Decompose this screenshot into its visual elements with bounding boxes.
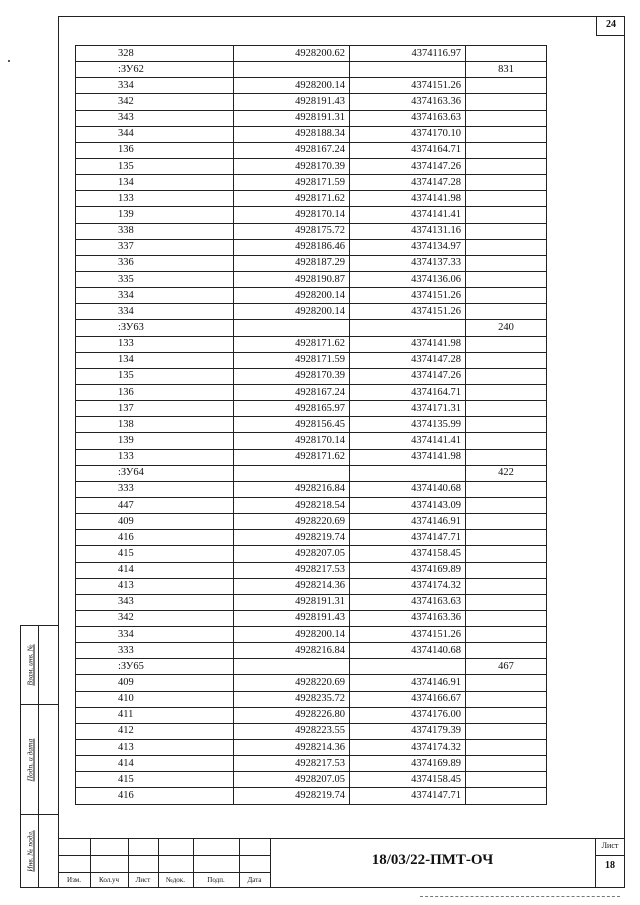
y-coordinate-cell: 4374116.97 xyxy=(350,46,466,62)
y-coordinate-cell: 4374174.32 xyxy=(350,578,466,594)
point-cell: 334 xyxy=(76,78,234,94)
table-row xyxy=(76,627,547,643)
area-cell xyxy=(466,352,547,368)
table-row xyxy=(76,401,547,417)
table-row xyxy=(76,142,547,158)
point-cell: 135 xyxy=(76,368,234,384)
point-cell: 414 xyxy=(76,756,234,772)
x-coordinate-cell: 4928217.53 xyxy=(234,562,350,578)
table-row xyxy=(76,288,547,304)
area-cell xyxy=(466,675,547,691)
x-coordinate-cell: 4928191.43 xyxy=(234,94,350,110)
x-coordinate-cell: 4928167.24 xyxy=(234,142,350,158)
y-coordinate-cell: 4374174.32 xyxy=(350,740,466,756)
point-cell: :ЗУ64 xyxy=(76,465,234,481)
x-coordinate-cell: 4928171.59 xyxy=(234,352,350,368)
x-coordinate-cell: 4928216.84 xyxy=(234,481,350,497)
y-coordinate-cell: 4374169.89 xyxy=(350,756,466,772)
page-number: 24 xyxy=(596,16,625,36)
point-cell: 136 xyxy=(76,142,234,158)
area-cell: 240 xyxy=(466,320,547,336)
y-coordinate-cell: 4374141.41 xyxy=(350,207,466,223)
table-row xyxy=(76,94,547,110)
area-cell xyxy=(466,594,547,610)
stamp-header-change: Изм. xyxy=(67,876,81,884)
table-row xyxy=(76,740,547,756)
page-edge-line xyxy=(420,896,620,897)
y-coordinate-cell: 4374151.26 xyxy=(350,78,466,94)
x-coordinate-cell: 4928220.69 xyxy=(234,675,350,691)
y-coordinate-cell: 4374163.36 xyxy=(350,610,466,626)
coordinates-table-body xyxy=(76,46,547,805)
point-cell: 336 xyxy=(76,255,234,271)
x-coordinate-cell: 4928165.97 xyxy=(234,401,350,417)
area-cell xyxy=(466,740,547,756)
area-cell xyxy=(466,756,547,772)
area-cell xyxy=(466,562,547,578)
y-coordinate-cell: 4374147.28 xyxy=(350,175,466,191)
sidebar-label-replace: Взам. инв. № xyxy=(25,644,34,686)
point-cell: :ЗУ65 xyxy=(76,659,234,675)
area-cell xyxy=(466,271,547,287)
point-cell: 415 xyxy=(76,772,234,788)
x-coordinate-cell: 4928214.36 xyxy=(234,578,350,594)
y-coordinate-cell: 4374171.31 xyxy=(350,401,466,417)
x-coordinate-cell: 4928191.31 xyxy=(234,110,350,126)
area-cell xyxy=(466,110,547,126)
y-coordinate-cell: 4374176.00 xyxy=(350,707,466,723)
point-cell: 338 xyxy=(76,223,234,239)
sidebar-cell-signature xyxy=(20,705,58,815)
y-coordinate-cell: 4374140.68 xyxy=(350,481,466,497)
y-coordinate-cell: 4374158.45 xyxy=(350,546,466,562)
x-coordinate-cell: 4928200.14 xyxy=(234,288,350,304)
y-coordinate-cell: 4374135.99 xyxy=(350,417,466,433)
area-cell xyxy=(466,207,547,223)
point-cell: 412 xyxy=(76,723,234,739)
table-row xyxy=(76,610,547,626)
y-coordinate-cell: 4374147.26 xyxy=(350,368,466,384)
x-coordinate-cell: 4928200.14 xyxy=(234,627,350,643)
table-row xyxy=(76,239,547,255)
point-cell: 334 xyxy=(76,304,234,320)
point-cell: 447 xyxy=(76,497,234,513)
area-cell xyxy=(466,191,547,207)
x-coordinate-cell: 4928217.53 xyxy=(234,756,350,772)
point-cell: 134 xyxy=(76,175,234,191)
table-row xyxy=(76,481,547,497)
table-row xyxy=(76,530,547,546)
table-row xyxy=(76,158,547,174)
table-row xyxy=(76,723,547,739)
x-coordinate-cell: 4928216.84 xyxy=(234,643,350,659)
y-coordinate-cell: 4374164.71 xyxy=(350,384,466,400)
sidebar-cell-inventory xyxy=(20,815,58,888)
y-coordinate-cell: 4374166.67 xyxy=(350,691,466,707)
point-cell: 328 xyxy=(76,46,234,62)
x-coordinate-cell: 4928223.55 xyxy=(234,723,350,739)
y-coordinate-cell xyxy=(350,62,466,78)
point-cell: 410 xyxy=(76,691,234,707)
x-coordinate-cell: 4928219.74 xyxy=(234,530,350,546)
y-coordinate-cell: 4374140.68 xyxy=(350,643,466,659)
area-cell xyxy=(466,94,547,110)
area-cell xyxy=(466,546,547,562)
area-cell xyxy=(466,691,547,707)
y-coordinate-cell: 4374136.06 xyxy=(350,271,466,287)
y-coordinate-cell: 4374147.26 xyxy=(350,158,466,174)
area-cell xyxy=(466,401,547,417)
sidebar-cell-replace xyxy=(20,625,58,705)
table-row xyxy=(76,223,547,239)
x-coordinate-cell: 4928190.87 xyxy=(234,271,350,287)
y-coordinate-cell: 4374141.41 xyxy=(350,433,466,449)
x-coordinate-cell xyxy=(234,62,350,78)
y-coordinate-cell: 4374164.71 xyxy=(350,142,466,158)
point-cell: 135 xyxy=(76,158,234,174)
area-cell xyxy=(466,449,547,465)
x-coordinate-cell: 4928175.72 xyxy=(234,223,350,239)
point-cell: 337 xyxy=(76,239,234,255)
table-row xyxy=(76,352,547,368)
area-cell xyxy=(466,610,547,626)
point-cell: 343 xyxy=(76,110,234,126)
y-coordinate-cell: 4374141.98 xyxy=(350,336,466,352)
x-coordinate-cell xyxy=(234,320,350,336)
table-row xyxy=(76,368,547,384)
table-row xyxy=(76,255,547,271)
x-coordinate-cell: 4928171.59 xyxy=(234,175,350,191)
point-cell: 134 xyxy=(76,352,234,368)
x-coordinate-cell: 4928188.34 xyxy=(234,126,350,142)
point-cell: 139 xyxy=(76,433,234,449)
area-cell xyxy=(466,255,547,271)
y-coordinate-cell: 4374147.71 xyxy=(350,788,466,804)
area-cell xyxy=(466,788,547,804)
stamp-header-count: Кол.уч xyxy=(99,876,119,884)
point-cell: 138 xyxy=(76,417,234,433)
area-cell xyxy=(466,481,547,497)
sidebar-label-signature: Подп. и дата xyxy=(25,738,34,781)
scan-speck xyxy=(8,60,10,62)
table-row xyxy=(76,336,547,352)
table-row xyxy=(76,578,547,594)
area-cell xyxy=(466,772,547,788)
stamp-header-docnum: №док. xyxy=(166,876,185,884)
table-row xyxy=(76,46,547,62)
point-cell: 413 xyxy=(76,740,234,756)
x-coordinate-cell: 4928171.62 xyxy=(234,336,350,352)
point-cell: 334 xyxy=(76,288,234,304)
table-row xyxy=(76,78,547,94)
x-coordinate-cell: 4928207.05 xyxy=(234,772,350,788)
x-coordinate-cell xyxy=(234,659,350,675)
area-cell xyxy=(466,336,547,352)
table-row xyxy=(76,191,547,207)
area-cell xyxy=(466,78,547,94)
coordinates-table xyxy=(75,45,547,805)
area-cell: 831 xyxy=(466,62,547,78)
table-row xyxy=(76,110,547,126)
point-cell: 342 xyxy=(76,610,234,626)
point-cell: 335 xyxy=(76,271,234,287)
title-block xyxy=(58,838,625,888)
y-coordinate-cell xyxy=(350,320,466,336)
point-cell: :ЗУ63 xyxy=(76,320,234,336)
table-group-row xyxy=(76,320,547,336)
area-cell xyxy=(466,530,547,546)
x-coordinate-cell: 4928200.14 xyxy=(234,304,350,320)
table-row xyxy=(76,126,547,142)
area-cell xyxy=(466,46,547,62)
table-row xyxy=(76,546,547,562)
x-coordinate-cell: 4928235.72 xyxy=(234,691,350,707)
x-coordinate-cell: 4928167.24 xyxy=(234,384,350,400)
point-cell: 343 xyxy=(76,594,234,610)
point-cell: 139 xyxy=(76,207,234,223)
x-coordinate-cell: 4928156.45 xyxy=(234,417,350,433)
point-cell: 133 xyxy=(76,191,234,207)
x-coordinate-cell xyxy=(234,465,350,481)
table-row xyxy=(76,175,547,191)
x-coordinate-cell: 4928219.74 xyxy=(234,788,350,804)
area-cell: 467 xyxy=(466,659,547,675)
y-coordinate-cell: 4374151.26 xyxy=(350,304,466,320)
point-cell: 411 xyxy=(76,707,234,723)
point-cell: 416 xyxy=(76,788,234,804)
area-cell xyxy=(466,497,547,513)
point-cell: :ЗУ62 xyxy=(76,62,234,78)
area-cell xyxy=(466,368,547,384)
y-coordinate-cell: 4374179.39 xyxy=(350,723,466,739)
y-coordinate-cell: 4374143.09 xyxy=(350,497,466,513)
document-code: 18/03/22-ПМТ-ОЧ xyxy=(371,852,494,868)
table-row xyxy=(76,433,547,449)
table-row xyxy=(76,756,547,772)
table-row xyxy=(76,207,547,223)
sheet-label: Лист xyxy=(601,841,619,850)
area-cell xyxy=(466,239,547,255)
x-coordinate-cell: 4928226.80 xyxy=(234,707,350,723)
y-coordinate-cell: 4374170.10 xyxy=(350,126,466,142)
x-coordinate-cell: 4928171.62 xyxy=(234,449,350,465)
area-cell xyxy=(466,723,547,739)
y-coordinate-cell: 4374163.63 xyxy=(350,110,466,126)
table-row xyxy=(76,594,547,610)
y-coordinate-cell: 4374134.97 xyxy=(350,239,466,255)
y-coordinate-cell xyxy=(350,465,466,481)
area-cell: 422 xyxy=(466,465,547,481)
point-cell: 333 xyxy=(76,481,234,497)
x-coordinate-cell: 4928187.29 xyxy=(234,255,350,271)
table-group-row xyxy=(76,465,547,481)
x-coordinate-cell: 4928186.46 xyxy=(234,239,350,255)
x-coordinate-cell: 4928170.39 xyxy=(234,368,350,384)
stamp-header-date: Дата xyxy=(247,876,262,884)
table-row xyxy=(76,271,547,287)
area-cell xyxy=(466,158,547,174)
stamp-header-sheet: Лист xyxy=(135,876,151,884)
y-coordinate-cell: 4374146.91 xyxy=(350,675,466,691)
x-coordinate-cell: 4928170.14 xyxy=(234,433,350,449)
table-row xyxy=(76,449,547,465)
y-coordinate-cell: 4374158.45 xyxy=(350,772,466,788)
x-coordinate-cell: 4928220.69 xyxy=(234,514,350,530)
table-row xyxy=(76,675,547,691)
point-cell: 133 xyxy=(76,449,234,465)
x-coordinate-cell: 4928191.31 xyxy=(234,594,350,610)
point-cell: 416 xyxy=(76,530,234,546)
area-cell xyxy=(466,707,547,723)
y-coordinate-cell: 4374151.26 xyxy=(350,627,466,643)
sheet-number: 18 xyxy=(605,860,615,871)
x-coordinate-cell: 4928170.14 xyxy=(234,207,350,223)
sidebar-stamp xyxy=(20,625,58,888)
table-group-row xyxy=(76,62,547,78)
table-row xyxy=(76,707,547,723)
x-coordinate-cell: 4928170.39 xyxy=(234,158,350,174)
point-cell: 333 xyxy=(76,643,234,659)
area-cell xyxy=(466,627,547,643)
y-coordinate-cell: 4374163.63 xyxy=(350,594,466,610)
area-cell xyxy=(466,643,547,659)
table-row xyxy=(76,384,547,400)
area-cell xyxy=(466,433,547,449)
stamp-header-signature: Подп. xyxy=(207,876,225,884)
point-cell: 409 xyxy=(76,675,234,691)
point-cell: 344 xyxy=(76,126,234,142)
y-coordinate-cell: 4374151.26 xyxy=(350,288,466,304)
point-cell: 334 xyxy=(76,627,234,643)
y-coordinate-cell: 4374141.98 xyxy=(350,191,466,207)
x-coordinate-cell: 4928171.62 xyxy=(234,191,350,207)
x-coordinate-cell: 4928218.54 xyxy=(234,497,350,513)
area-cell xyxy=(466,578,547,594)
point-cell: 414 xyxy=(76,562,234,578)
y-coordinate-cell: 4374141.98 xyxy=(350,449,466,465)
table-row xyxy=(76,514,547,530)
area-cell xyxy=(466,223,547,239)
area-cell xyxy=(466,288,547,304)
point-cell: 342 xyxy=(76,94,234,110)
area-cell xyxy=(466,142,547,158)
point-cell: 136 xyxy=(76,384,234,400)
sidebar-label-inventory: Инв. № подл. xyxy=(25,830,34,872)
area-cell xyxy=(466,514,547,530)
y-coordinate-cell xyxy=(350,659,466,675)
point-cell: 413 xyxy=(76,578,234,594)
area-cell xyxy=(466,175,547,191)
y-coordinate-cell: 4374169.89 xyxy=(350,562,466,578)
x-coordinate-cell: 4928200.62 xyxy=(234,46,350,62)
table-row xyxy=(76,497,547,513)
y-coordinate-cell: 4374137.33 xyxy=(350,255,466,271)
table-row xyxy=(76,772,547,788)
point-cell: 137 xyxy=(76,401,234,417)
y-coordinate-cell: 4374146.91 xyxy=(350,514,466,530)
area-cell xyxy=(466,126,547,142)
x-coordinate-cell: 4928214.36 xyxy=(234,740,350,756)
point-cell: 409 xyxy=(76,514,234,530)
x-coordinate-cell: 4928191.43 xyxy=(234,610,350,626)
table-row xyxy=(76,562,547,578)
y-coordinate-cell: 4374147.71 xyxy=(350,530,466,546)
table-group-row xyxy=(76,659,547,675)
table-row xyxy=(76,304,547,320)
area-cell xyxy=(466,304,547,320)
table-row xyxy=(76,788,547,804)
x-coordinate-cell: 4928200.14 xyxy=(234,78,350,94)
area-cell xyxy=(466,417,547,433)
area-cell xyxy=(466,384,547,400)
point-cell: 415 xyxy=(76,546,234,562)
table-row xyxy=(76,417,547,433)
table-row xyxy=(76,691,547,707)
point-cell: 133 xyxy=(76,336,234,352)
table-row xyxy=(76,643,547,659)
x-coordinate-cell: 4928207.05 xyxy=(234,546,350,562)
y-coordinate-cell: 4374147.28 xyxy=(350,352,466,368)
y-coordinate-cell: 4374131.16 xyxy=(350,223,466,239)
y-coordinate-cell: 4374163.36 xyxy=(350,94,466,110)
